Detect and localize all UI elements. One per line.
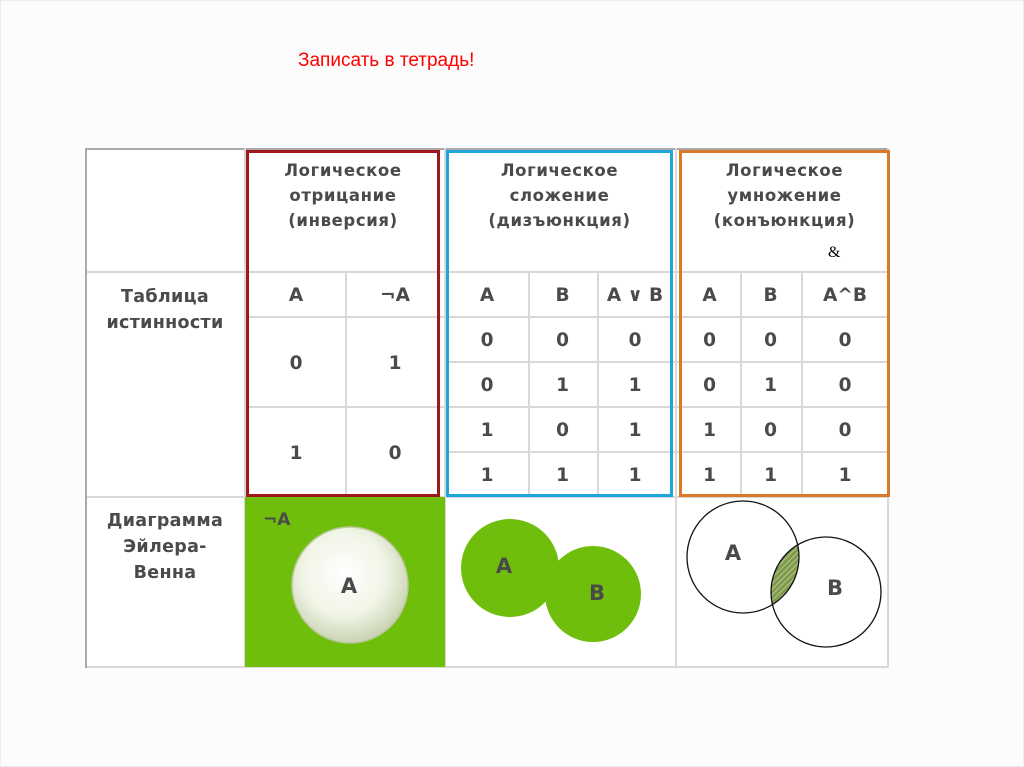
venn-a-label: A	[724, 541, 742, 565]
venn-a-label: A	[340, 574, 358, 598]
disjunction-cell: 1	[628, 465, 642, 486]
disjunction-cell: 1	[480, 420, 494, 441]
conjunction-cell: 1	[703, 420, 716, 441]
venn-not-a-label: ¬A	[263, 510, 291, 530]
conjunction-cell: 0	[764, 330, 777, 351]
inversion-header-a: A	[288, 285, 304, 306]
header-line: отрицание	[289, 186, 397, 205]
row-label-line: Эйлера-	[123, 537, 207, 557]
inversion-cell: 0	[289, 352, 303, 374]
conjunction-symbol: &	[828, 244, 841, 261]
header-inversion	[246, 158, 440, 233]
disjunction-cell: 1	[628, 375, 642, 396]
header-line: сложение	[509, 186, 610, 205]
disjunction-cell: 1	[556, 375, 569, 396]
disjunction-cell: 1	[480, 465, 494, 486]
header-disjunction	[446, 158, 673, 233]
conjunction-cell: 1	[703, 465, 716, 486]
disjunction-cell: 0	[628, 330, 642, 351]
header-line: Логическое	[284, 161, 402, 180]
conjunction-header-a-and-b: A^B	[823, 285, 867, 306]
disjunction-cell: 1	[556, 465, 569, 486]
inversion-cell: 0	[388, 442, 402, 464]
row-label-line: Диаграмма	[106, 511, 224, 531]
venn-circle-a	[687, 501, 799, 613]
disjunction-cell: 0	[556, 330, 569, 351]
row-label-truth-table	[85, 284, 245, 336]
row-label-line: Венна	[133, 563, 197, 583]
conjunction-cell: 0	[838, 420, 852, 441]
venn-disjunction	[446, 497, 676, 667]
inversion-cell: 1	[388, 352, 402, 374]
venn-inversion	[245, 497, 445, 667]
row-label-venn	[85, 508, 245, 586]
conjunction-cell: 0	[764, 420, 777, 441]
conjunction-header-b: B	[763, 285, 778, 306]
disjunction-header-a: A	[479, 285, 495, 306]
header-line: (конъюнкция)	[713, 211, 856, 230]
slide-title: Записать в тетрадь!	[298, 50, 475, 71]
grid-line	[85, 148, 889, 150]
conjunction-cell: 0	[703, 330, 716, 351]
header-line: Логическое	[725, 161, 844, 180]
conjunction-cell: 1	[764, 465, 777, 486]
disjunction-cell: 0	[480, 375, 494, 396]
inversion-header-not-a: ¬A	[380, 285, 410, 306]
disjunction-cell: 1	[628, 420, 642, 441]
conjunction-cell: 0	[703, 375, 716, 396]
conjunction-cell: 0	[838, 330, 852, 351]
conjunction-cell: 1	[764, 375, 777, 396]
header-conjunction	[679, 158, 890, 233]
conjunction-header-a: A	[702, 285, 717, 306]
disjunction-header-a-or-b: A ∨ B	[606, 285, 664, 306]
venn-b-label: B	[588, 581, 606, 605]
row-label-line: Таблица	[121, 287, 209, 307]
conjunction-cell: 1	[838, 465, 852, 486]
venn-b-label: B	[826, 576, 844, 600]
disjunction-header-b: B	[555, 285, 570, 306]
venn-conjunction	[677, 497, 889, 667]
conjunction-cell: 0	[838, 375, 852, 396]
disjunction-cell: 0	[480, 330, 494, 351]
grid-line	[85, 148, 87, 668]
header-line: (инверсия)	[288, 211, 398, 230]
header-line: Логическое	[500, 161, 619, 180]
inversion-cell: 1	[289, 442, 303, 464]
disjunction-cell: 0	[556, 420, 569, 441]
header-line: (дизъюнкция)	[488, 211, 631, 230]
venn-a-label: A	[495, 554, 513, 578]
header-line: умножение	[727, 186, 842, 205]
row-label-line: истинности	[106, 313, 224, 333]
